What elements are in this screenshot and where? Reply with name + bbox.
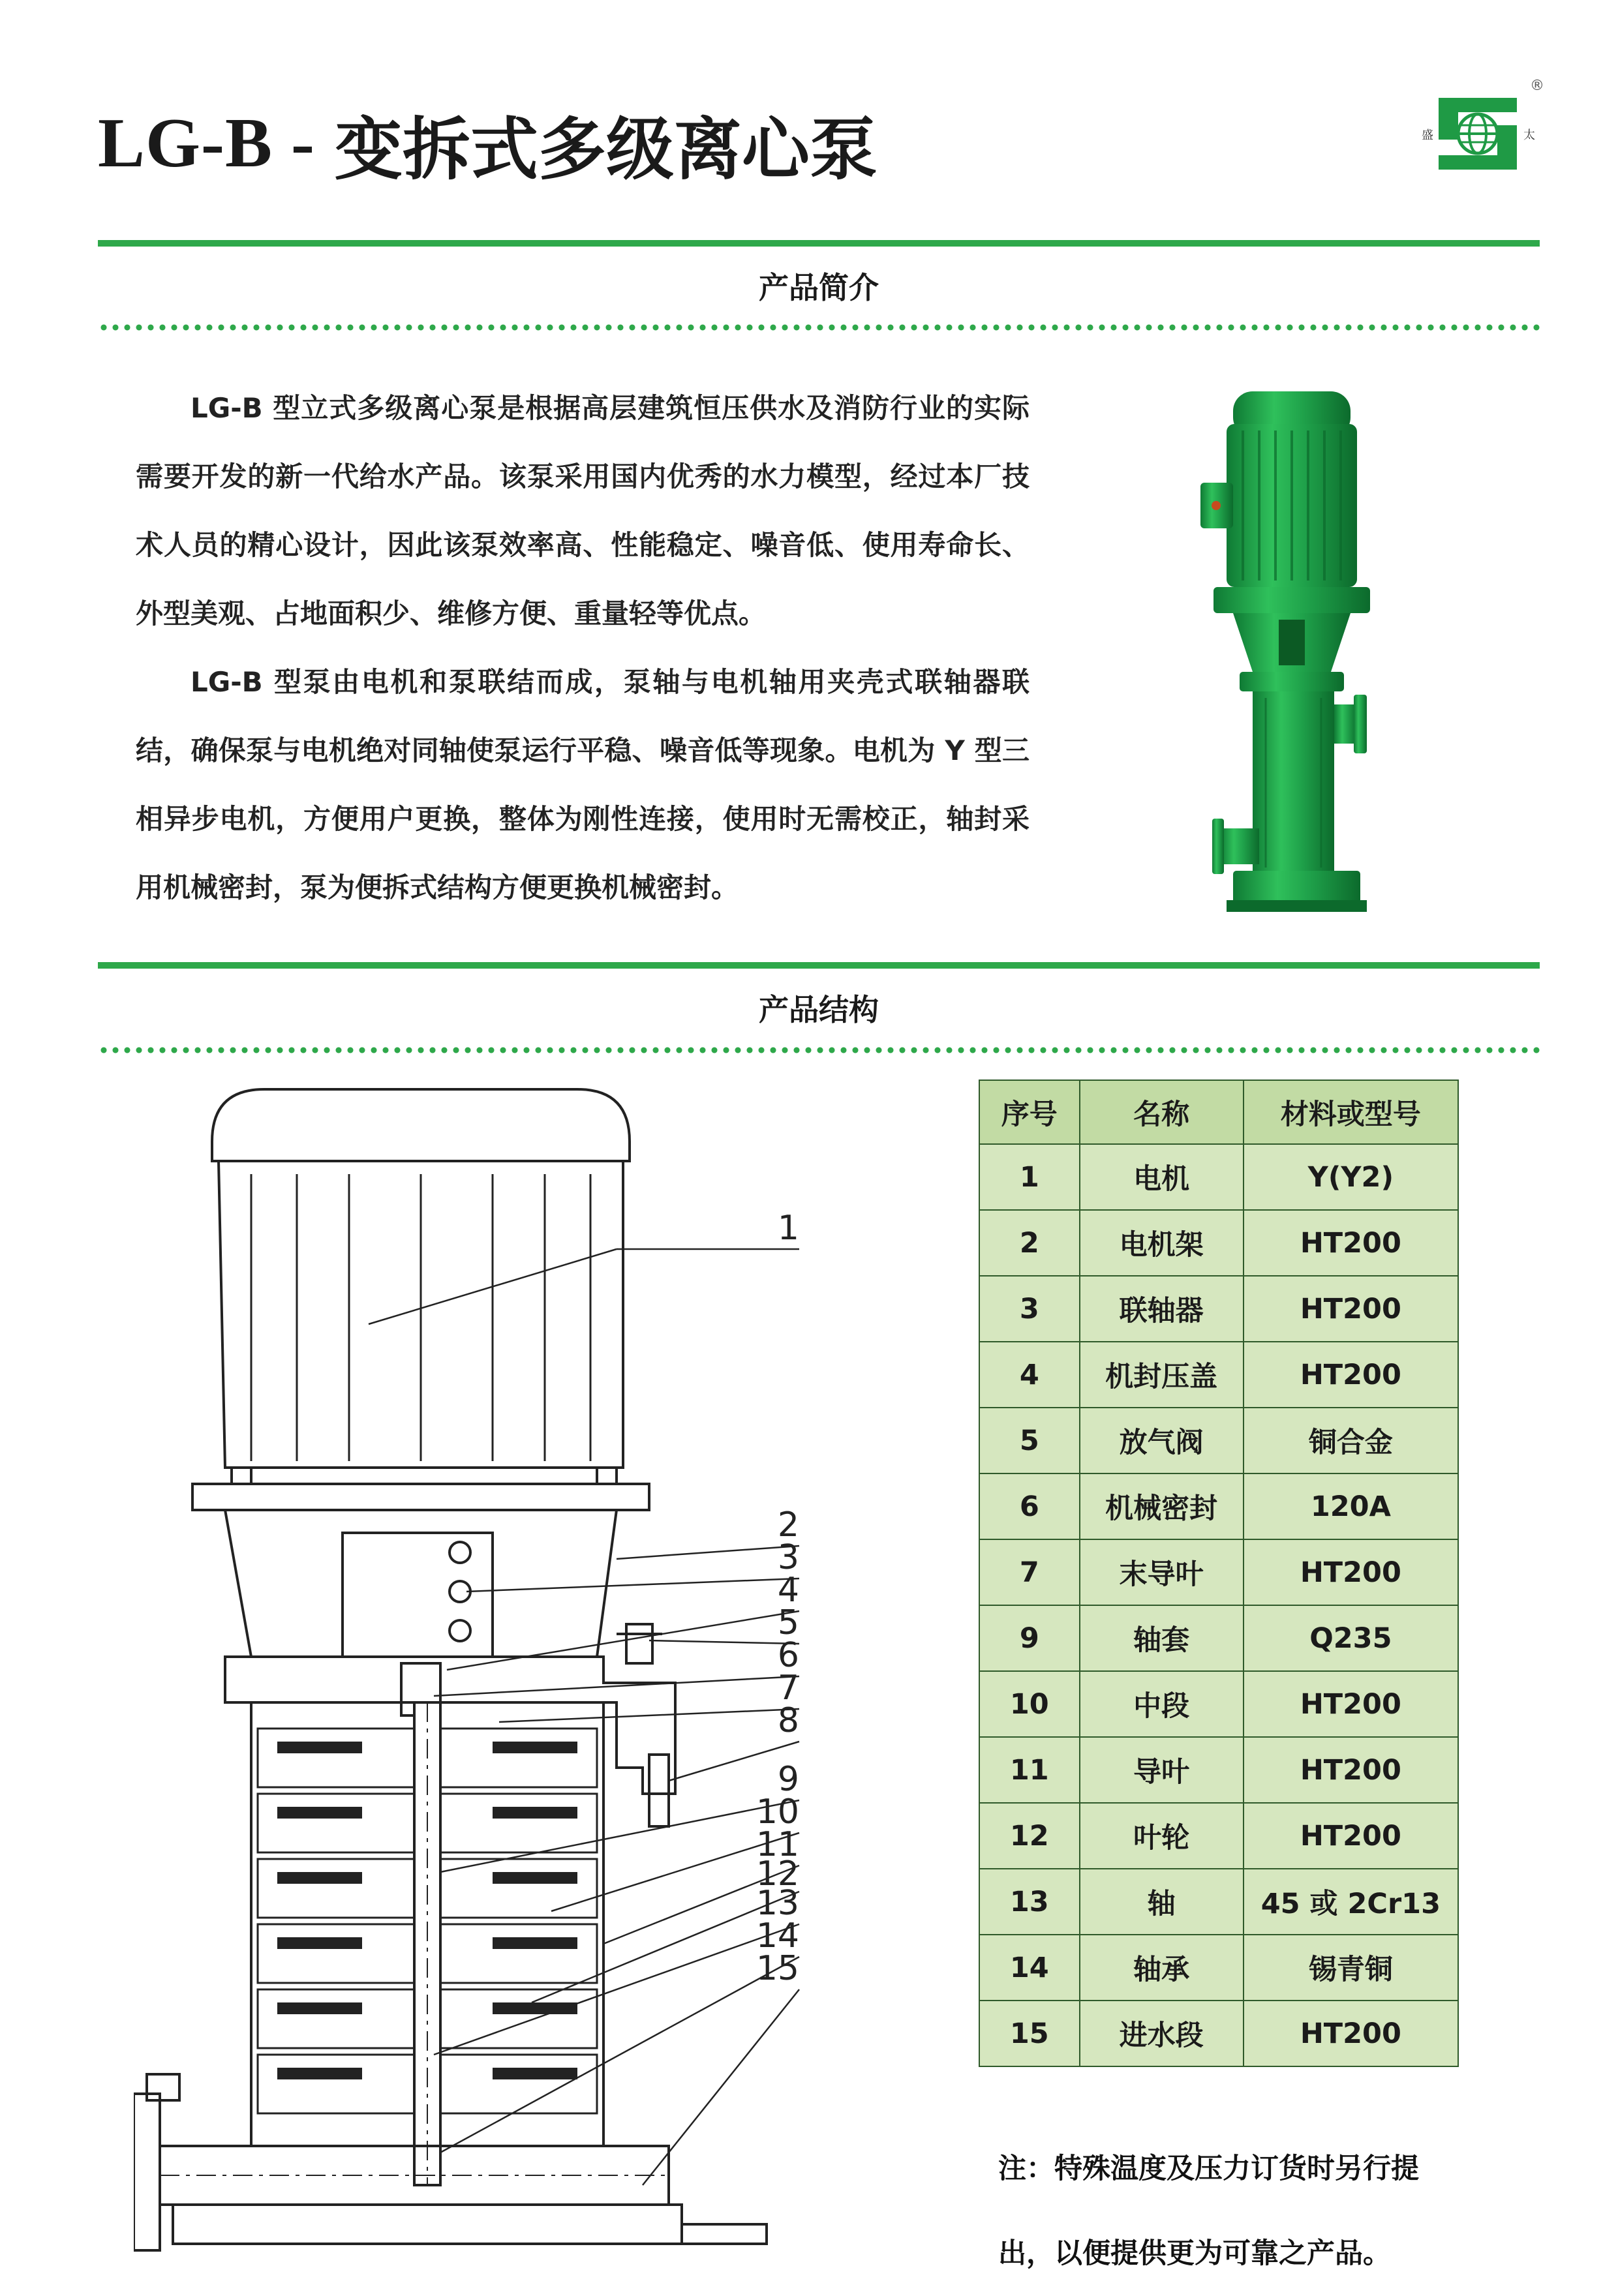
section-dotted-rule-2: [98, 1047, 1540, 1053]
cell-name: 轴: [1080, 1869, 1244, 1935]
cell-index: 15: [979, 2001, 1080, 2066]
cell-index: 9: [979, 1605, 1080, 1671]
company-logo: [1419, 72, 1549, 189]
note-line-2: 出，以便提供更为可靠之产品。: [998, 2237, 1391, 2270]
cell-name: 机械密封: [1080, 1473, 1244, 1539]
cell-index: 14: [979, 1935, 1080, 2001]
cell-name: 中段: [1080, 1671, 1244, 1737]
table-row: [979, 1210, 1458, 1276]
page-title: [98, 98, 878, 189]
section-dotted-rule: [98, 324, 1540, 331]
drawing-label: 4: [777, 1571, 799, 1610]
section-rule-structure: [98, 962, 1540, 969]
cell-name: 导叶: [1080, 1737, 1244, 1803]
cell-material: Q235: [1244, 1605, 1458, 1671]
cell-material: HT200: [1244, 1210, 1458, 1276]
drawing-label: 2: [777, 1505, 799, 1545]
table-row: [979, 1671, 1458, 1737]
cell-index: 11: [979, 1737, 1080, 1803]
table-row: [979, 1869, 1458, 1935]
drawing-label: 6: [777, 1636, 799, 1675]
cell-index: 13: [979, 1869, 1080, 1935]
registered-mark: ®: [1530, 78, 1544, 94]
drawing-label: 8: [777, 1701, 799, 1740]
order-note: [998, 2126, 1540, 2296]
drawing-label: 13: [756, 1884, 799, 1923]
cell-index: 3: [979, 1276, 1080, 1342]
pump-photo: [1161, 378, 1409, 926]
table-row: [979, 1342, 1458, 1408]
cell-index: 4: [979, 1342, 1080, 1408]
header-name: 名称: [1080, 1080, 1244, 1144]
drawing-label: 9: [777, 1760, 799, 1799]
table-row: [979, 2001, 1458, 2066]
section-title-intro: 产品简介: [759, 270, 879, 305]
drawing-label: 7: [777, 1669, 799, 1708]
table-row: [979, 1935, 1458, 2001]
drawing-label: 15: [756, 1949, 799, 1988]
cell-material: HT200: [1244, 1539, 1458, 1605]
drawing-label: 10: [756, 1792, 799, 1832]
cell-index: 5: [979, 1408, 1080, 1473]
drawing-label: 3: [777, 1538, 799, 1577]
intro-paragraph-1: LG-B 型立式多级离心泵是根据高层建筑恒压供水及消防行业的实际需要开发的新一代给水产品。该泵采用国内优秀的水力模型，经过本厂技术人员的精心设计，因此该泵效率高、性能稳定、噪音低、使用寿命长、外型美观、占地面积少、维修方便、重量轻等优点。: [136, 392, 1030, 629]
cell-material: HT200: [1244, 2001, 1458, 2066]
logo-right-char: 太: [1523, 128, 1535, 142]
note-line-1: 注：特殊温度及压力订货时另行提: [998, 2152, 1419, 2185]
cell-material: HT200: [1244, 1342, 1458, 1408]
cell-name: 叶轮: [1080, 1803, 1244, 1869]
section-title-structure: 产品结构: [759, 992, 879, 1027]
table-row: [979, 1737, 1458, 1803]
header-index: 序号: [979, 1080, 1080, 1144]
cell-name: 放气阀: [1080, 1408, 1244, 1473]
cell-material: 120A: [1244, 1473, 1458, 1539]
cell-material: HT200: [1244, 1276, 1458, 1342]
logo-left-char: 盛: [1422, 128, 1433, 142]
table-row: [979, 1473, 1458, 1539]
intro-paragraph-2: LG-B 型泵由电机和泵联结而成，泵轴与电机轴用夹壳式联轴器联结，确保泵与电机绝对同轴使泵运行平稳、噪音低等现象。电机为 Y 型三相异步电机，方便用户更换，整体为刚性连接，使用时无需校正，轴封采用机械密封，泵为便拆式结构方便更换机械密封。: [136, 666, 1030, 903]
cell-name: 机封压盖: [1080, 1342, 1244, 1408]
cell-material: 45 或 2Cr13: [1244, 1869, 1458, 1935]
pump-structure-drawing: [134, 1076, 962, 2270]
cell-name: 轴承: [1080, 1935, 1244, 2001]
cell-name: 电机架: [1080, 1210, 1244, 1276]
cell-index: 6: [979, 1473, 1080, 1539]
drawing-label: 12: [756, 1854, 799, 1894]
cell-index: 7: [979, 1539, 1080, 1605]
cell-material: HT200: [1244, 1737, 1458, 1803]
drawing-label: 14: [756, 1916, 799, 1956]
cell-name: 联轴器: [1080, 1276, 1244, 1342]
header-material: 材料或型号: [1244, 1080, 1458, 1144]
intro-text: [136, 374, 1030, 922]
cell-material: HT200: [1244, 1803, 1458, 1869]
table-row: [979, 1276, 1458, 1342]
cell-material: 锡青铜: [1244, 1935, 1458, 2001]
cell-material: 铜合金: [1244, 1408, 1458, 1473]
drawing-label: 1: [777, 1209, 799, 1248]
parts-table: [979, 1080, 1459, 2067]
title-model: LG-B -: [98, 104, 316, 182]
section-rule-top: [98, 240, 1540, 247]
cell-name: 进水段: [1080, 2001, 1244, 2066]
table-row: [979, 1539, 1458, 1605]
drawing-label: 5: [777, 1603, 799, 1642]
title-name: 变拆式多级离心泵: [335, 110, 878, 189]
cell-index: 2: [979, 1210, 1080, 1276]
table-row: [979, 1803, 1458, 1869]
cell-material: Y(Y2): [1244, 1144, 1458, 1210]
cell-index: 1: [979, 1144, 1080, 1210]
cell-material: HT200: [1244, 1671, 1458, 1737]
cell-index: 12: [979, 1803, 1080, 1869]
cell-name: 轴套: [1080, 1605, 1244, 1671]
cell-name: 末导叶: [1080, 1539, 1244, 1605]
drawing-label: 11: [756, 1825, 799, 1864]
cell-name: 电机: [1080, 1144, 1244, 1210]
cell-index: 10: [979, 1671, 1080, 1737]
table-row: [979, 1605, 1458, 1671]
table-row: [979, 1144, 1458, 1210]
table-row: [979, 1408, 1458, 1473]
table-header-row: [979, 1080, 1458, 1144]
